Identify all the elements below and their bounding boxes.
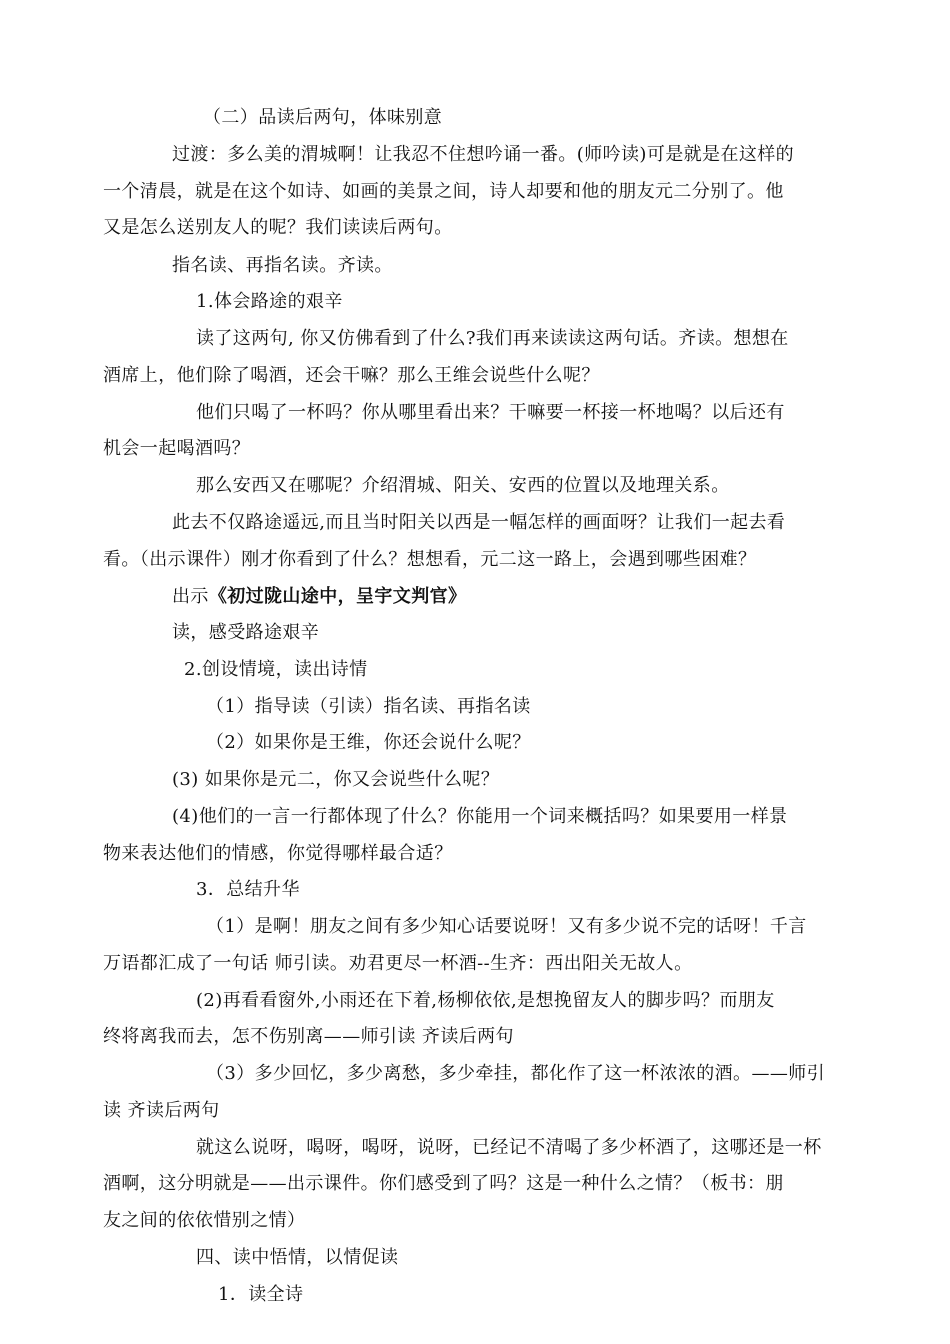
subsection-heading: 2.创设情境，读出诗情 xyxy=(184,659,368,680)
paragraph-line: 读，感受路途艰辛 xyxy=(172,622,320,643)
paragraph-line: 终将离我而去，怎不伤别离——师引读 齐读后两句 xyxy=(103,1026,514,1047)
paragraph-line: 那么安西又在哪呢？介绍渭城、阳关、安西的位置以及地理关系。 xyxy=(196,475,730,496)
section-heading: 四、读中悟情，以情促读 xyxy=(196,1247,399,1268)
poem-title: 《初过陇山途中，呈宇文判官》 xyxy=(208,586,467,607)
paragraph-line: 过渡：多么美的渭城啊！让我忍不住想吟诵一番。(师吟读)可是就是在这样的 xyxy=(172,144,795,165)
paragraph-line: (4)他们的一言一行都体现了什么？你能用一个词来概括吗？如果要用一样景 xyxy=(172,806,788,827)
paragraph-line: (2)再看看窗外,小雨还在下着,杨柳依依,是想挽留友人的脚步吗？而朋友 xyxy=(196,990,775,1011)
section-heading: （二）品读后两句，体味别意 xyxy=(203,107,443,128)
paragraph-line: (3) 如果你是元二，你又会说些什么呢？ xyxy=(172,769,500,790)
paragraph-line: （1）指导读（引读）指名读、再指名读 xyxy=(206,696,531,717)
subsection-heading: 1．读全诗 xyxy=(218,1284,304,1305)
subsection-heading: 3．总结升华 xyxy=(196,879,300,900)
paragraph-line: （1）是啊！朋友之间有多少知心话要说呀！又有多少说不完的话呀！千言 xyxy=(206,916,807,937)
paragraph-line: 读了这两句, 你又仿佛看到了什么?我们再来读读这两句话。齐读。想想在 xyxy=(196,328,789,349)
paragraph-line: 一个清晨，就是在这个如诗、如画的美景之间，诗人却要和他的朋友元二分别了。他 xyxy=(103,181,784,202)
paragraph-line: （3）多少回忆，多少离愁，多少牵挂，都化作了这一杯浓浓的酒。——师引 xyxy=(206,1063,826,1084)
paragraph-line: 友之间的依依惜别之情） xyxy=(103,1210,306,1231)
paragraph-line: 读 齐读后两句 xyxy=(103,1100,220,1121)
show-label: 出示 xyxy=(172,586,209,607)
paragraph-line: 酒席上，他们除了喝酒，还会干嘛？那么王维会说些什么呢？ xyxy=(103,365,600,386)
paragraph-line: 酒啊，这分明就是——出示课件。你们感受到了吗？这是一种什么之情？（板书：朋 xyxy=(103,1173,784,1194)
paragraph-line: 看。（出示课件）刚才你看到了什么？想想看，元二这一路上，会遇到哪些困难？ xyxy=(103,549,757,570)
subsection-heading: 1.体会路途的艰辛 xyxy=(196,291,343,312)
paragraph-line: 物来表达他们的情感，你觉得哪样最合适？ xyxy=(103,843,453,864)
paragraph-line: （2）如果你是王维，你还会说什么呢？ xyxy=(206,732,531,753)
paragraph-line: 万语都汇成了一句话 师引读。劝君更尽一杯酒--生齐：西出阳关无故人。 xyxy=(103,953,693,974)
paragraph-line: 又是怎么送别友人的呢？我们读读后两句。 xyxy=(103,217,453,238)
paragraph-line xyxy=(172,585,466,609)
paragraph-line: 他们只喝了一杯吗？你从哪里看出来？干嘛要一杯接一杯地喝？以后还有 xyxy=(196,402,785,423)
paragraph-line: 机会一起喝酒吗？ xyxy=(103,438,251,459)
paragraph-line: 此去不仅路途遥远,而且当时阳关以西是一幅怎样的画面呀？让我们一起去看 xyxy=(172,512,786,533)
paragraph-line: 就这么说呀，喝呀，喝呀，说呀，已经记不清喝了多少杯酒了，这哪还是一杯 xyxy=(196,1137,822,1158)
paragraph-line: 指名读、再指名读。齐读。 xyxy=(172,255,393,276)
